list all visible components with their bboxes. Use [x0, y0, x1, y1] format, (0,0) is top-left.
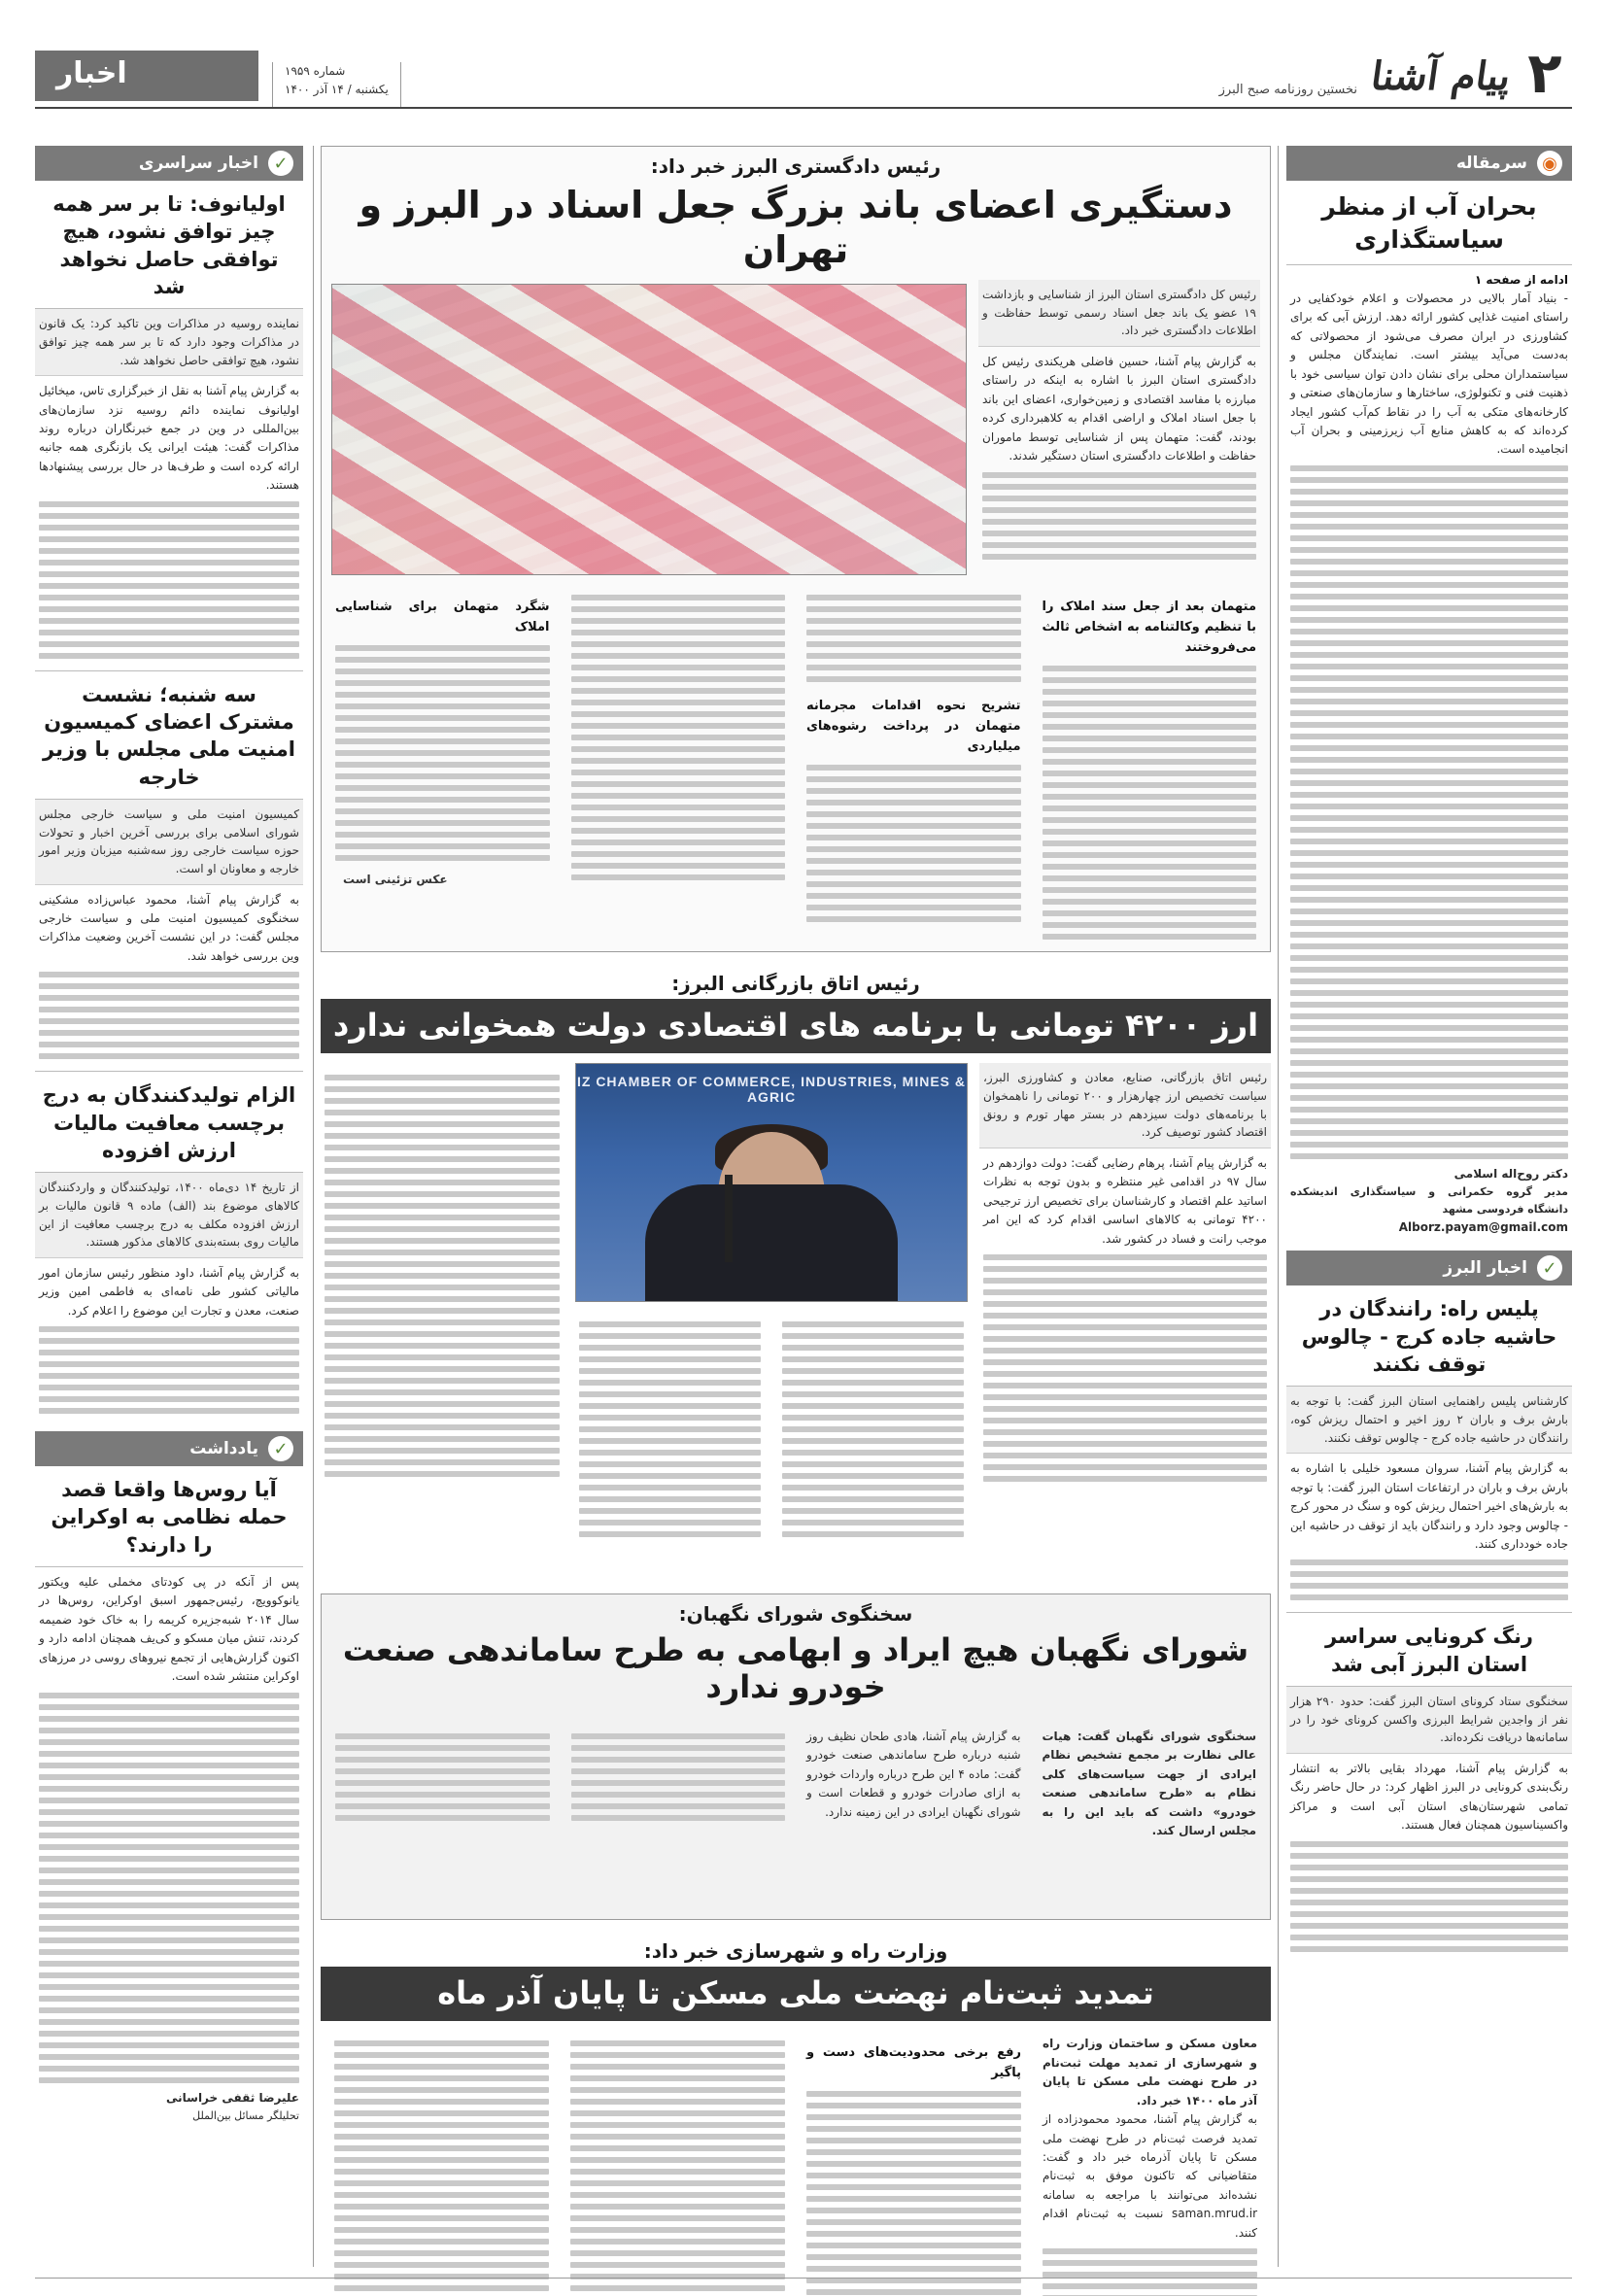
section-label: اخبار [35, 51, 258, 101]
memo-title: آیا روس‌ها واقعا قصد حمله نظامی به اوکراین را دارند؟ [35, 1466, 303, 1567]
story1-headline: دستگیری اعضای باند بزرگ جعل اسناد در البرز و تهران [359, 184, 1233, 271]
story3-lead: سخنگوی شورای نگهبان گفت: هیات عالی نظارت بر مجمع تشخیص نظام ایرادی از جهت سیاست‌های کلی نظام به «طرح ساماندهی صنعت خودرو» داشت که باید این را به مجلس ارسال کند. [1042, 1729, 1256, 1837]
story1-subhead3: شگرد متهمان برای شناسایی املاک [335, 600, 550, 635]
alborz-news-label: اخبار البرز [1443, 1258, 1527, 1279]
tagline: نخستین روزنامه صبح البرز [1218, 83, 1358, 97]
editorial-icon: ◉ [1537, 151, 1562, 176]
speaker-photo [575, 1063, 968, 1302]
text-lines [1290, 465, 1568, 1159]
alborz-story1-lead: کارشناس پلیس راهنمایی استان البرز گفت: با توجه به بارش برف و باران ۲ روز اخیر و احتمال ریزش کوه، رانندگان در حاشیه جاده کرج - چالوس توقف نکنند. [1286, 1387, 1572, 1454]
checkmark-icon: ✓ [268, 1436, 293, 1461]
story1-lead: رئیس کل دادگستری استان البرز از شناسایی و بازداشت ۱۹ عضو یک باند جعل اسناد رسمی توسط حفاظت و اطلاعات دادگستری خبر داد. [978, 280, 1260, 347]
newspaper-logo: پیام آشنا [1368, 53, 1514, 99]
story4-subhead: رفع برخی محدودیت‌های دست و پاگیر [806, 2045, 1021, 2081]
alborz-story2-title: رنگ کرونایی سراسر استان البرز آبی شد [1286, 1612, 1572, 1687]
story1-body: به گزارش پیام آشنا، حسین فاضلی هریکندی رئیس کل دادگستری استان البرز با اشاره به اینکه در راستای مبارزه با مفاسد اقتصادی و زمین‌خواری، اعضای این باند با جعل اسناد املاک و اراضی اقدام به کلاهبرداری کرده بودند، گفت: متهمان پس از شناسایی توسط ماموران حفاظت و اطلاعات دادگستری استان دستگیر شدند. [982, 354, 1256, 463]
story4-headline: تمدید ثبت‌نام نهضت ملی مسکن تا پایان آذر ماه [321, 1967, 1271, 2021]
editorial-title: بحران آب از منظر سیاستگذاری [1286, 181, 1572, 265]
column-divider [313, 146, 314, 2267]
column-divider [1278, 146, 1279, 2267]
national-story3-lead: از تاریخ ۱۴ دی‌ماه ۱۴۰۰، تولیدکنندگان و واردکنندگان کالاهای موضوع بند (الف) ماده ۹ قانون مالیات بر ارزش افزوده مکلف به درج برچسب معافیت از این مالیات روی بسته‌بندی کالاهای مذکور هستند. [35, 1173, 303, 1257]
alborz-story2-body: به گزارش پیام آشنا، مهرداد بقایی بالاتر به انتشار رنگ‌بندی کرونایی در البرز اظهار کرد: در حال حاضر رنگ تمامی شهرستان‌های استان آبی است و مراکز واکسیناسیون همچنان فعال هستند. [1286, 1754, 1572, 1964]
story1-subhead2: تشریح نحوه اقدامات مجرمانه متهمان در پرداخت رشوه‌های میلیاردی [806, 699, 1021, 755]
right-column [1286, 146, 1572, 2267]
page-footer-rule [35, 2278, 1572, 2279]
documents-photo [331, 284, 967, 575]
page-number: ۲ [1527, 40, 1562, 106]
story1-subhead1: متهمان بعد از جعل سند املاک را با تنظیم وکالتنامه به اشخاص ثالث می‌فروختند [1042, 600, 1256, 656]
story1-kicker: رئیس دادگستری البرز خبر داد: [650, 154, 941, 178]
story-guardian-council [321, 1593, 1271, 1920]
alborz-story2-lead: سخنگوی ستاد کرونای استان البرز گفت: حدود ۲۹۰ هزار نفر از واجدین شرایط البرزی واکسن کرونای خود را در سامانه‌ها دریافت نکرده‌اند. [1286, 1687, 1572, 1754]
national-story3-title: الزام تولیدکنندگان به درج برچسب معافیت مالیات ارزش افزوده [35, 1071, 303, 1173]
editorial-header [1286, 146, 1572, 181]
photo-banner: IZ CHAMBER OF COMMERCE, INDUSTRIES, MINES & AGRIC [576, 1074, 966, 1106]
story2-headline: ارز ۴۲۰۰ تومانی با برنامه های اقتصادی دولت همخوانی ندارد [321, 999, 1271, 1053]
issue-info [272, 62, 401, 107]
story-housing [321, 1932, 1271, 2267]
story3-body: به گزارش پیام آشنا، هادی طحان نظیف روز شنبه درباره طرح ساماندهی صنعت خودرو گفت: ماده ۴ این طرح درباره واردات خودرو به ازای صادرات خودرو و قطعات است و شورای نگهبان ایرادی در این زمینه ندارد. [806, 1729, 1021, 1819]
national-news-header [35, 146, 303, 181]
checkmark-icon: ✓ [268, 151, 293, 176]
memo-header [35, 1431, 303, 1466]
national-story3-body: به گزارش پیام آشنا، داود منظور رئیس سازمان امور مالیاتی کشور طی نامه‌ای به فاطمی امین وزیر صنعت، معدن و تجارت این موضوع را اعلام کرد. [35, 1258, 303, 1425]
issue-number: شماره ۱۹۵۹ [285, 63, 346, 78]
memo-author: علیرضا ثقفی خراسانی [165, 2090, 299, 2105]
left-column [35, 146, 303, 2267]
editorial-continue: ادامه از صفحه ۱ [1474, 272, 1568, 287]
national-news-label: اخبار سراسری [138, 154, 258, 173]
issue-date: یکشنبه / ۱۴ آذر ۱۴۰۰ [285, 82, 389, 96]
editorial-email: Alborz.payam@gmail.com [1398, 1219, 1568, 1234]
masthead [35, 39, 1572, 109]
memo-body: پس از آنکه در پی کودتای مخملی علیه ویکتور یانوکوویچ، رئیس‌جمهور اسبق اوکراین، روس‌ها در سال ۲۰۱۴ شبه‌جزیره کریمه را به خاک خود ضمیمه کردند، تنش میان مسکو و کی‌یف همچنان ادامه دارد و اکنون گزارش‌هایی از تجمع نیروهای روسی در مرزهای اوکراین منتشر شده است. علیرضا ثقفی خراسانی تحلیلگر مسائل بین‌الملل [35, 1567, 303, 2131]
national-story2-lead: کمیسیون امنیت ملی و سیاست خارجی مجلس شورای اسلامی برای بررسی آخرین اخبار و تحولات حوزه سیاست خارجی روز سه‌شنبه میزبان وزیر امور خارجه و معاونان او است. [35, 800, 303, 884]
story4-body: به گزارش پیام آشنا، محمود محمودزاده از تمدید فرصت ثبت‌نام در طرح نهضت ملی مسکن تا پایان آذرماه خبر داد و گفت: متقاضیانی که تاکنون موفق به ثبت‌نام نشده‌اند می‌توانند با مراجعه به سامانه saman.mrud.ir نسبت به ثبت‌نام اقدام کنند. [1043, 2112, 1257, 2240]
story2-body: به گزارش پیام آشنا، پرهام رضایی گفت: دولت دوازدهم در سال ۹۷ در اقدامی غیر منتظره و بدون توجه به نظرات اساتید علم اقتصاد و کارشناسان برای تخصیص ارز ترجیحی ۴۲۰۰ تومانی به کالاهای اساسی اقدام کرد که این امر موجب رانت و فساد در کشور شد. [983, 1155, 1267, 1246]
story-forgery-gang [321, 146, 1271, 952]
story2-kicker: رئیس اتاق بازرگانی البرز: [671, 972, 920, 995]
alborz-news-header [1286, 1251, 1572, 1285]
story-exchange-rate [321, 964, 1271, 1580]
story2-lead: رئیس اتاق بازرگانی، صنایع، معادن و کشاورزی البرز، سیاست تخصیص ارز چهارهزار و ۲۰۰ تومانی را ناهمخوان با برنامه‌های دولت سیزدهم در بستر مهار تورم و رونق اقتصاد کشور توصیف کرد. [979, 1063, 1271, 1148]
editorial-body: ادامه از صفحه ۱ - بنیاد آمار بالایی در محصولات و اعلام خودکفایی در راستای امنیت غذایی کشور ارائه دهد. ارزش آبی که برای کشاورزی در ایران مصرف می‌شود از محصولاتی که به‌دست می‌آید بیشتر است. نمایندگان مجلس و سیاستمداران محلی برای نشان دادن توان سیاسی خود با ذهنیت فنی و تکنولوژی، ساختارها و سازمان‌های صنعتی و کارخانه‌های متکی به آب را در نقاط کم‌آب کشور ایجاد کرده‌اند که به کاهش منابع آب زیرزمینی و بحران آب انجامیده است. دکتر روح‌اله اسلامی مدیر گروه حکمرانی و سیاستگذاری اندیشکده دانشگاه فردوسی مشهد Alborz.payam@gmail.com [1286, 265, 1572, 1244]
story3-headline: شورای نگهبان هیچ ایراد و ابهامی به طرح ساماندهی صنعت خودرو ندارد [342, 1631, 1249, 1706]
national-story1-title: اولیانوف: تا بر سر همه چیز توافق نشود، هیچ توافقی حاصل نخواهد شد [35, 181, 303, 309]
national-story1-body: به گزارش پیام آشنا به نقل از خبرگزاری تاس، میخائیل اولیانوف نماینده دائم روسیه نزد سازمان‌های بین‌المللی در وین در جمع خبرنگاران درباره روند مذاکرات گفت: هیئت ایرانی یک بازنگری همه جانبه ارائه کرده است و طرف‌ها در حال بررسی پیشنهادها هستند. [35, 376, 303, 670]
story3-kicker: سخنگوی شورای نگهبان: [678, 1602, 913, 1626]
story4-kicker: وزارت راه و شهرسازی خبر داد: [643, 1939, 948, 1963]
story4-lead: معاون مسکن و ساختمان وزارت راه و شهرسازی از تمدید مهلت ثبت‌نام در طرح نهضت ملی مسکن تا پایان آذر ماه ۱۴۰۰ خبر داد. [1043, 2037, 1257, 2108]
national-story2-body: به گزارش پیام آشنا، محمود عباس‌زاده مشکینی سخنگوی کمیسیون امنیت ملی و سیاست خارجی مجلس گفت: در این نشست آخرین وضعیت مذاکرات وین بررسی خواهد شد. [35, 885, 303, 1072]
alborz-story1-title: پلیس راه: رانندگان در حاشیه جاده کرج - چالوس توقف نکنند [1286, 1285, 1572, 1387]
memo-label: یادداشت [189, 1439, 258, 1458]
checkmark-icon: ✓ [1537, 1255, 1562, 1281]
editorial-author: دکتر روح‌اله اسلامی [1453, 1166, 1568, 1181]
editorial-author-role: مدیر گروه حکمرانی و سیاستگذاری اندیشکده دانشگاه فردوسی مشهد [1290, 1185, 1568, 1217]
national-story2-title: سه شنبه؛ نشست مشترک اعضای کمیسیون امنیت ملی مجلس با وزیر خارجه [35, 670, 303, 800]
national-story1-lead: نماینده روسیه در مذاکرات وین تاکید کرد: یک قانون در مذاکرات وجود دارد که تا بر سر همه چیز توافق نشود، هیچ توافقی حاصل نخواهد شد. [35, 309, 303, 376]
memo-author-role: تحلیلگر مسائل بین‌الملل [192, 2109, 299, 2123]
main-column [321, 146, 1271, 2267]
editorial-label: سرمقاله [1455, 154, 1527, 173]
story1-lead-col [978, 280, 1260, 575]
alborz-story1-body: به گزارش پیام آشنا، سروان مسعود خلیلی با اشاره به بارش برف و باران در ارتفاعات استان البرز گفت: با توجه به بارش‌های اخیر احتمال ریزش کوه و سنگ در محور کرج - چالوس وجود دارد و رانندگان باید از توقف در حاشیه این جاده خودداری کنند. [1286, 1454, 1572, 1612]
photo-caption: عکس تزئینی است [343, 873, 448, 887]
story1-text-columns [322, 575, 1270, 959]
